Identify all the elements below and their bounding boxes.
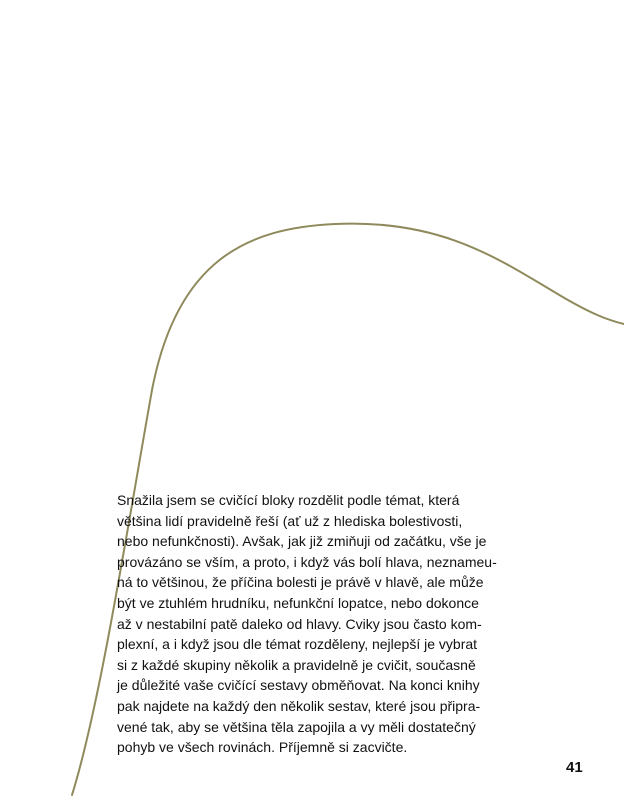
paragraph-line: až v nestabilní patě daleko od hlavy. Cviky jsou často kom- — [117, 615, 482, 632]
paragraph-line: pohyb ve všech rovinách. Příjemně si zacvičte. — [117, 739, 408, 756]
page-number: 41 — [566, 759, 583, 776]
paragraph-line: většina lidí pravidelně řeší (ať už z hlediska bolestivosti, — [117, 512, 463, 529]
paragraph-line: je důležité vaše cvičící sestavy obměňovat. Na konci knihy — [117, 677, 480, 694]
body-paragraph — [117, 490, 537, 758]
paragraph-line: plexní, a i když jsou dle témat rozděleny, nejlepší je vybrat — [117, 636, 478, 653]
paragraph-line: provázáno se vším, a proto, i když vás bolí hlava, neznameu- — [117, 553, 497, 570]
paragraph-line: vené tak, aby se většina těla zapojila a vy měli dostatečný — [117, 718, 476, 735]
paragraph-line: být ve ztuhlém hrudníku, nefunkční lopatce, nebo dokonce — [117, 594, 479, 611]
paragraph-line: pak najdete na každý den několik sestav, které jsou připra- — [117, 697, 481, 714]
paragraph-line: ná to většinou, že příčina bolesti je právě v hlavě, ale může — [117, 574, 484, 591]
paragraph-line: nebo nefunkčnosti). Avšak, jak již zmiňuji od začátku, vše je — [117, 533, 487, 550]
paragraph-line: Snažila jsem se cvičící bloky rozdělit podle témat, která — [117, 492, 460, 508]
paragraph-line: si z každé skupiny několik a pravidelně je cvičit, současně — [117, 656, 476, 673]
